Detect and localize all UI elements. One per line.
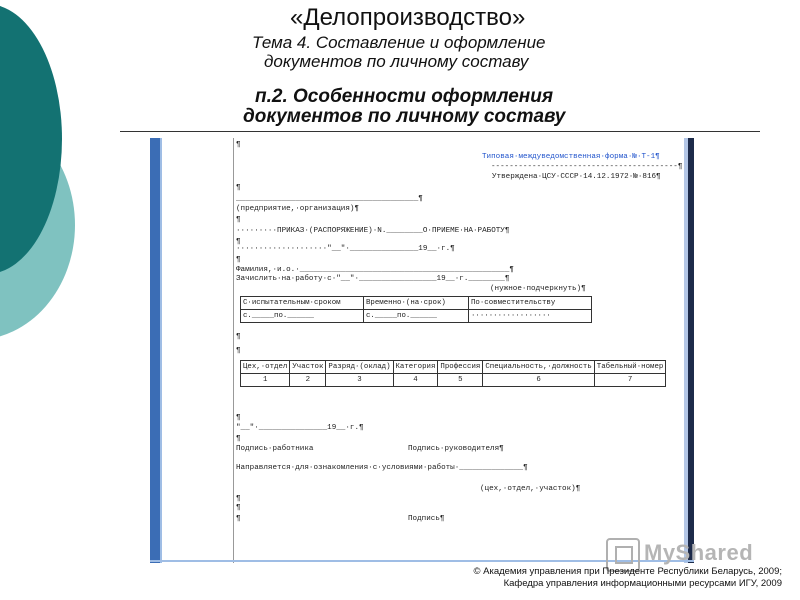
- document-left-border-light: [160, 138, 162, 563]
- staff-header-cell: Категория: [393, 361, 438, 374]
- terms-header-cell: Временно·(на·срок): [364, 297, 469, 310]
- enroll-caption: (нужное·подчеркнуть)¶: [490, 285, 586, 293]
- pilcrow-mark: ¶: [236, 256, 241, 264]
- sign-date: "__"·_______________19__·г.¶: [236, 424, 364, 432]
- staff-number-cell: 6: [483, 374, 594, 387]
- staff-number-cell: 1: [241, 374, 290, 387]
- pilcrow-mark: ¶: [236, 414, 241, 422]
- direction-line: Направляется·для·ознакомления·с·условиями·работы·______________¶: [236, 464, 528, 472]
- org-caption: (предприятие,·организация)¶: [236, 205, 360, 213]
- section-line-2: документов по личному составу: [243, 106, 566, 127]
- terms-value-cell: с._____по.______: [364, 310, 469, 323]
- pilcrow-mark: ¶: [236, 515, 241, 523]
- enroll-line: Зачислить·на·работу·с·"__"·_________________19__·г.________¶: [236, 275, 510, 283]
- pilcrow-mark: ¶: [236, 504, 241, 512]
- header-divider: [120, 131, 760, 132]
- document-right-border: [688, 138, 694, 563]
- staff-table: [240, 360, 666, 387]
- pilcrow-mark: ¶: [236, 333, 241, 341]
- pilcrow-mark: ¶: [236, 184, 241, 192]
- form-header-type: Типовая·междуведомственная·форма·№·Т-1¶: [482, 153, 660, 161]
- terms-header-row: [241, 297, 592, 310]
- pilcrow-mark: ¶: [236, 216, 241, 224]
- staff-header-cell: Табельный·номер: [594, 361, 666, 374]
- terms-value-row: [241, 310, 592, 323]
- subtitle-line-1: Тема 4. Составление и оформление: [252, 33, 546, 52]
- pilcrow-mark: ¶: [236, 347, 241, 355]
- slide-subtitle: [252, 33, 612, 71]
- subtitle-line-2: документов по личному составу: [264, 52, 529, 71]
- staff-number-cell: 4: [393, 374, 438, 387]
- footer-line-1: © Академия управления при Президенте Республики Беларусь, 2009;: [473, 566, 782, 577]
- pilcrow-mark: ¶: [236, 141, 241, 149]
- staff-header-cell: Разряд·(оклад): [326, 361, 393, 374]
- staff-header-cell: Специальность,·должность: [483, 361, 594, 374]
- staff-number-row: [241, 374, 666, 387]
- form-header-approved: Утверждена·ЦСУ·СССР·14.12.1972·№·816¶: [492, 173, 661, 181]
- order-title: ·········ПРИКАЗ·(РАСПОРЯЖЕНИЕ)·N.________О·ПРИЕМЕ·НА·РАБОТУ¶: [236, 227, 510, 235]
- org-blank-line: ________________________________________¶: [236, 195, 423, 203]
- staff-header-cell: Профессия: [438, 361, 483, 374]
- terms-value-cell: с._____по.______: [241, 310, 364, 323]
- final-signature: Подпись¶: [408, 515, 445, 523]
- surname-line: Фамилия,·и.о.·______________________________________________¶: [236, 266, 514, 274]
- watermark-text: MyShared: [644, 540, 754, 565]
- pilcrow-mark: ¶: [236, 495, 241, 503]
- terms-header-cell: С·испытательным·сроком: [241, 297, 364, 310]
- slide-title: «Делопроизводство»: [290, 4, 526, 31]
- staff-header-row: [241, 361, 666, 374]
- staff-number-cell: 3: [326, 374, 393, 387]
- staff-header-cell: Цех,·отдел: [241, 361, 290, 374]
- sign-head: Подпись·руководителя¶: [408, 445, 504, 453]
- staff-number-cell: 5: [438, 374, 483, 387]
- form-header-dashes: -----------------------------------------¶: [491, 163, 683, 171]
- order-date: ····················"__"·_______________19__·г.¶: [236, 245, 455, 253]
- sign-worker: Подпись·работника: [236, 445, 314, 453]
- footer-credits: [473, 566, 782, 590]
- terms-table: [240, 296, 592, 323]
- section-heading: [243, 87, 623, 127]
- pilcrow-mark: ¶: [236, 238, 241, 246]
- document-left-border: [150, 138, 160, 563]
- staff-header-cell: Участок: [290, 361, 326, 374]
- staff-number-cell: 7: [594, 374, 666, 387]
- staff-number-cell: 2: [290, 374, 326, 387]
- pilcrow-mark: ¶: [236, 435, 241, 443]
- terms-header-cell: По·совместительству: [469, 297, 592, 310]
- footer-line-2: Кафедра управления информационными ресурсами ИГУ, 2009: [503, 578, 782, 589]
- section-line-1: п.2. Особенности оформления: [255, 86, 554, 107]
- direction-caption: (цех,·отдел,·участок)¶: [480, 485, 581, 493]
- terms-value-cell: ··················: [469, 310, 592, 323]
- document-margin-line: [233, 138, 234, 563]
